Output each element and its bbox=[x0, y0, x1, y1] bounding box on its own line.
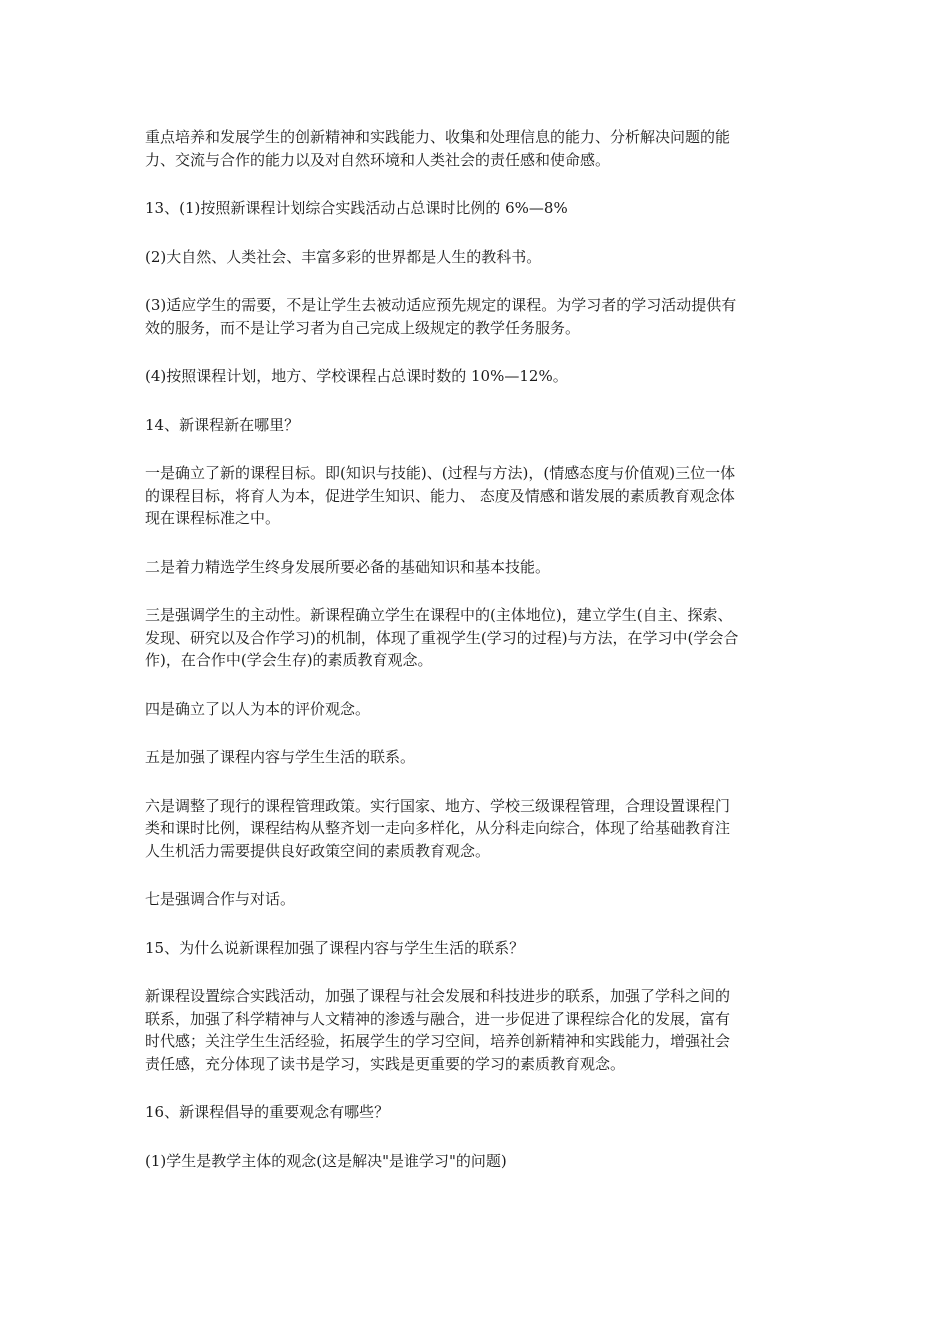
text-line: 三是强调学生的主动性。新课程确立学生在课程中的(主体地位)，建立学生(自主、探索、 bbox=[145, 606, 733, 624]
paragraph-point-7 bbox=[145, 888, 810, 911]
text-line: (2)大自然、人类社会、丰富多彩的世界都是人生的教科书。 bbox=[145, 247, 542, 266]
paragraph-item-13-3 bbox=[145, 294, 810, 339]
text-line: 重点培养和发展学生的创新精神和实践能力、收集和处理信息的能力、分析解决问题的能 bbox=[145, 128, 731, 146]
paragraph-point-5 bbox=[145, 746, 810, 769]
text-line: 15、为什么说新课程加强了课程内容与学生生活的联系？ bbox=[145, 938, 525, 957]
paragraph-point-2 bbox=[145, 556, 810, 579]
text-line: 七是强调合作与对话。 bbox=[145, 890, 296, 908]
text-line: 新课程设置综合实践活动，加强了课程与社会发展和科技进步的联系，加强了学科之间的 bbox=[145, 987, 731, 1005]
paragraph-item-13-4 bbox=[145, 365, 810, 388]
question-14-heading bbox=[145, 414, 810, 437]
text-line: 16、新课程倡导的重要观念有哪些？ bbox=[145, 1103, 390, 1121]
text-line: 六是调整了现行的课程管理政策。实行国家、地方、学校三级课程管理，合理设置课程门 bbox=[145, 796, 731, 815]
text-line: 一是确立了新的课程目标。即(知识与技能)、(过程与方法)，(情感态度与价值观)三位一体 bbox=[145, 464, 736, 482]
text-line: (4)按照课程计划，地方、学校课程占总课时数的 10%—12%。 bbox=[145, 367, 568, 385]
text-line: 四是确立了以人为本的评价观念。 bbox=[145, 699, 371, 718]
text-line: 人生机活力需要提供良好政策空间的素质教育观念。 bbox=[145, 841, 491, 860]
text-line: (3)适应学生的需要，不是让学生去被动适应预先规定的课程。为学习者的学习活动提供有 bbox=[145, 296, 737, 314]
text-line: 作)，在合作中(学会生存)的素质教育观念。 bbox=[145, 651, 433, 669]
text-line: 发现、研究以及合作学习)的机制，体现了重视学生(学习的过程)与方法，在学习中(学会合 bbox=[145, 628, 739, 647]
text-line: 14、新课程新在哪里？ bbox=[145, 415, 300, 434]
question-15-heading bbox=[145, 937, 810, 960]
text-line: 现在课程标准之中。 bbox=[145, 509, 281, 527]
text-line: 五是加强了课程内容与学生生活的联系。 bbox=[145, 748, 416, 766]
text-line: (1)学生是教学主体的观念(这是解决"是谁学习"的问题) bbox=[145, 1151, 507, 1170]
paragraph-point-1 bbox=[145, 462, 810, 530]
text-line: 的课程目标，将育人为本，促进学生知识、能力、 态度及情感和谐发展的素质教育观念体 bbox=[145, 486, 735, 505]
text-line: 13、(1)按照新课程计划综合实践活动占总课时比例的 6%—8% bbox=[145, 199, 568, 217]
text-line: 类和课时比例，课程结构从整齐划一走向多样化，从分科走向综合，体现了给基础教育注 bbox=[145, 819, 731, 837]
text-line: 时代感；关注学生生活经验，拓展学生的学习空间，培养创新精神和实践能力，增强社会 bbox=[145, 1032, 731, 1050]
text-line: 效的服务，而不是让学习者为自己完成上级规定的教学任务服务。 bbox=[145, 318, 581, 337]
paragraph-point-3 bbox=[145, 604, 810, 672]
paragraph-point-6 bbox=[145, 795, 810, 863]
paragraph-responsibility bbox=[145, 126, 810, 171]
text-line: 二是着力精选学生终身发展所要必备的基础知识和基本技能。 bbox=[145, 557, 551, 576]
paragraph-point-4 bbox=[145, 698, 810, 721]
paragraph-item-13-1 bbox=[145, 197, 810, 220]
question-16-heading bbox=[145, 1101, 810, 1124]
text-line: 责任感，充分体现了读书是学习，实践是更重要的学习的素质教育观念。 bbox=[145, 1054, 626, 1073]
paragraph-item-13-2 bbox=[145, 246, 810, 269]
document-page bbox=[145, 126, 810, 1198]
paragraph-answer-16-1 bbox=[145, 1150, 810, 1173]
paragraph-answer-15 bbox=[145, 985, 810, 1075]
text-line: 力、交流与合作的能力以及对自然环境和人类社会的责任感和使命感。 bbox=[145, 150, 611, 169]
text-line: 联系，加强了科学精神与人文精神的渗透与融合，进一步促进了课程综合化的发展，富有 bbox=[145, 1009, 731, 1028]
